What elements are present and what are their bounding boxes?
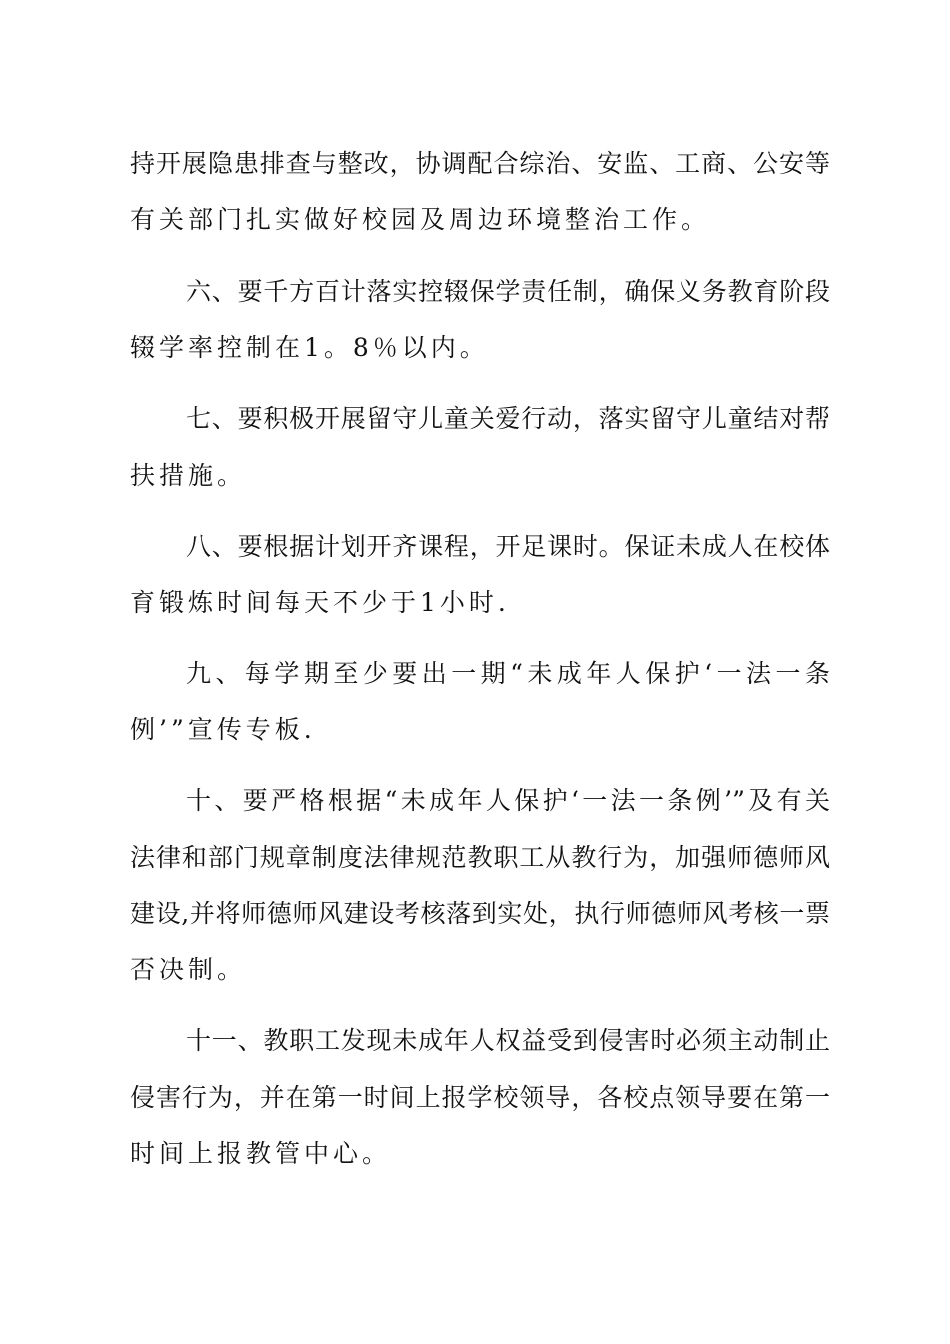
item-7-line-2: 扶措施。 xyxy=(130,461,247,490)
item-5-line-1: 持开展隐患排查与整改，协调配合综治、安监、工商、公安等 xyxy=(130,149,830,178)
item-5-line-2: 有关部门扎实做好校园及周边环境整治工作。 xyxy=(130,205,711,234)
item-10-line-4: 否决制。 xyxy=(130,955,247,984)
item-9-line-1: 九、每学期至少要出一期“未成年人保护‘一法一条 xyxy=(186,659,830,688)
item-7-line-1: 七、要积极开展留守儿童关爱行动，落实留守儿童结对帮 xyxy=(186,404,830,433)
item-8-line-2: 育锻炼时间每天不少于1小时. xyxy=(130,588,510,617)
item-6-line-1: 六、要千方百计落实控辍保学责任制，确保义务教育阶段 xyxy=(186,277,830,306)
item-11-line-2: 侵害行为，并在第一时间上报学校领导，各校点领导要在第一 xyxy=(130,1083,830,1112)
item-9-line-2: 例’”宣传专板. xyxy=(130,715,316,744)
item-11-line-1: 十一、教职工发现未成年人权益受到侵害时必须主动制止 xyxy=(186,1026,830,1055)
item-10-line-2: 法律和部门规章制度法律规范教职工从教行为，加强师德师风 xyxy=(130,843,830,872)
item-11-line-3: 时间上报教管中心。 xyxy=(130,1139,392,1168)
item-6-line-2: 辍学率控制在1。8％以内。 xyxy=(130,333,489,362)
item-10-line-3: 建设,并将师德师风建设考核落到实处，执行师德师风考核一票 xyxy=(130,899,830,928)
item-10-line-1: 十、要严格根据“未成年人保护‘一法一条例’”及有关 xyxy=(186,786,830,815)
item-8-line-1: 八、要根据计划开齐课程，开足课时。保证未成人在校体 xyxy=(186,532,830,561)
